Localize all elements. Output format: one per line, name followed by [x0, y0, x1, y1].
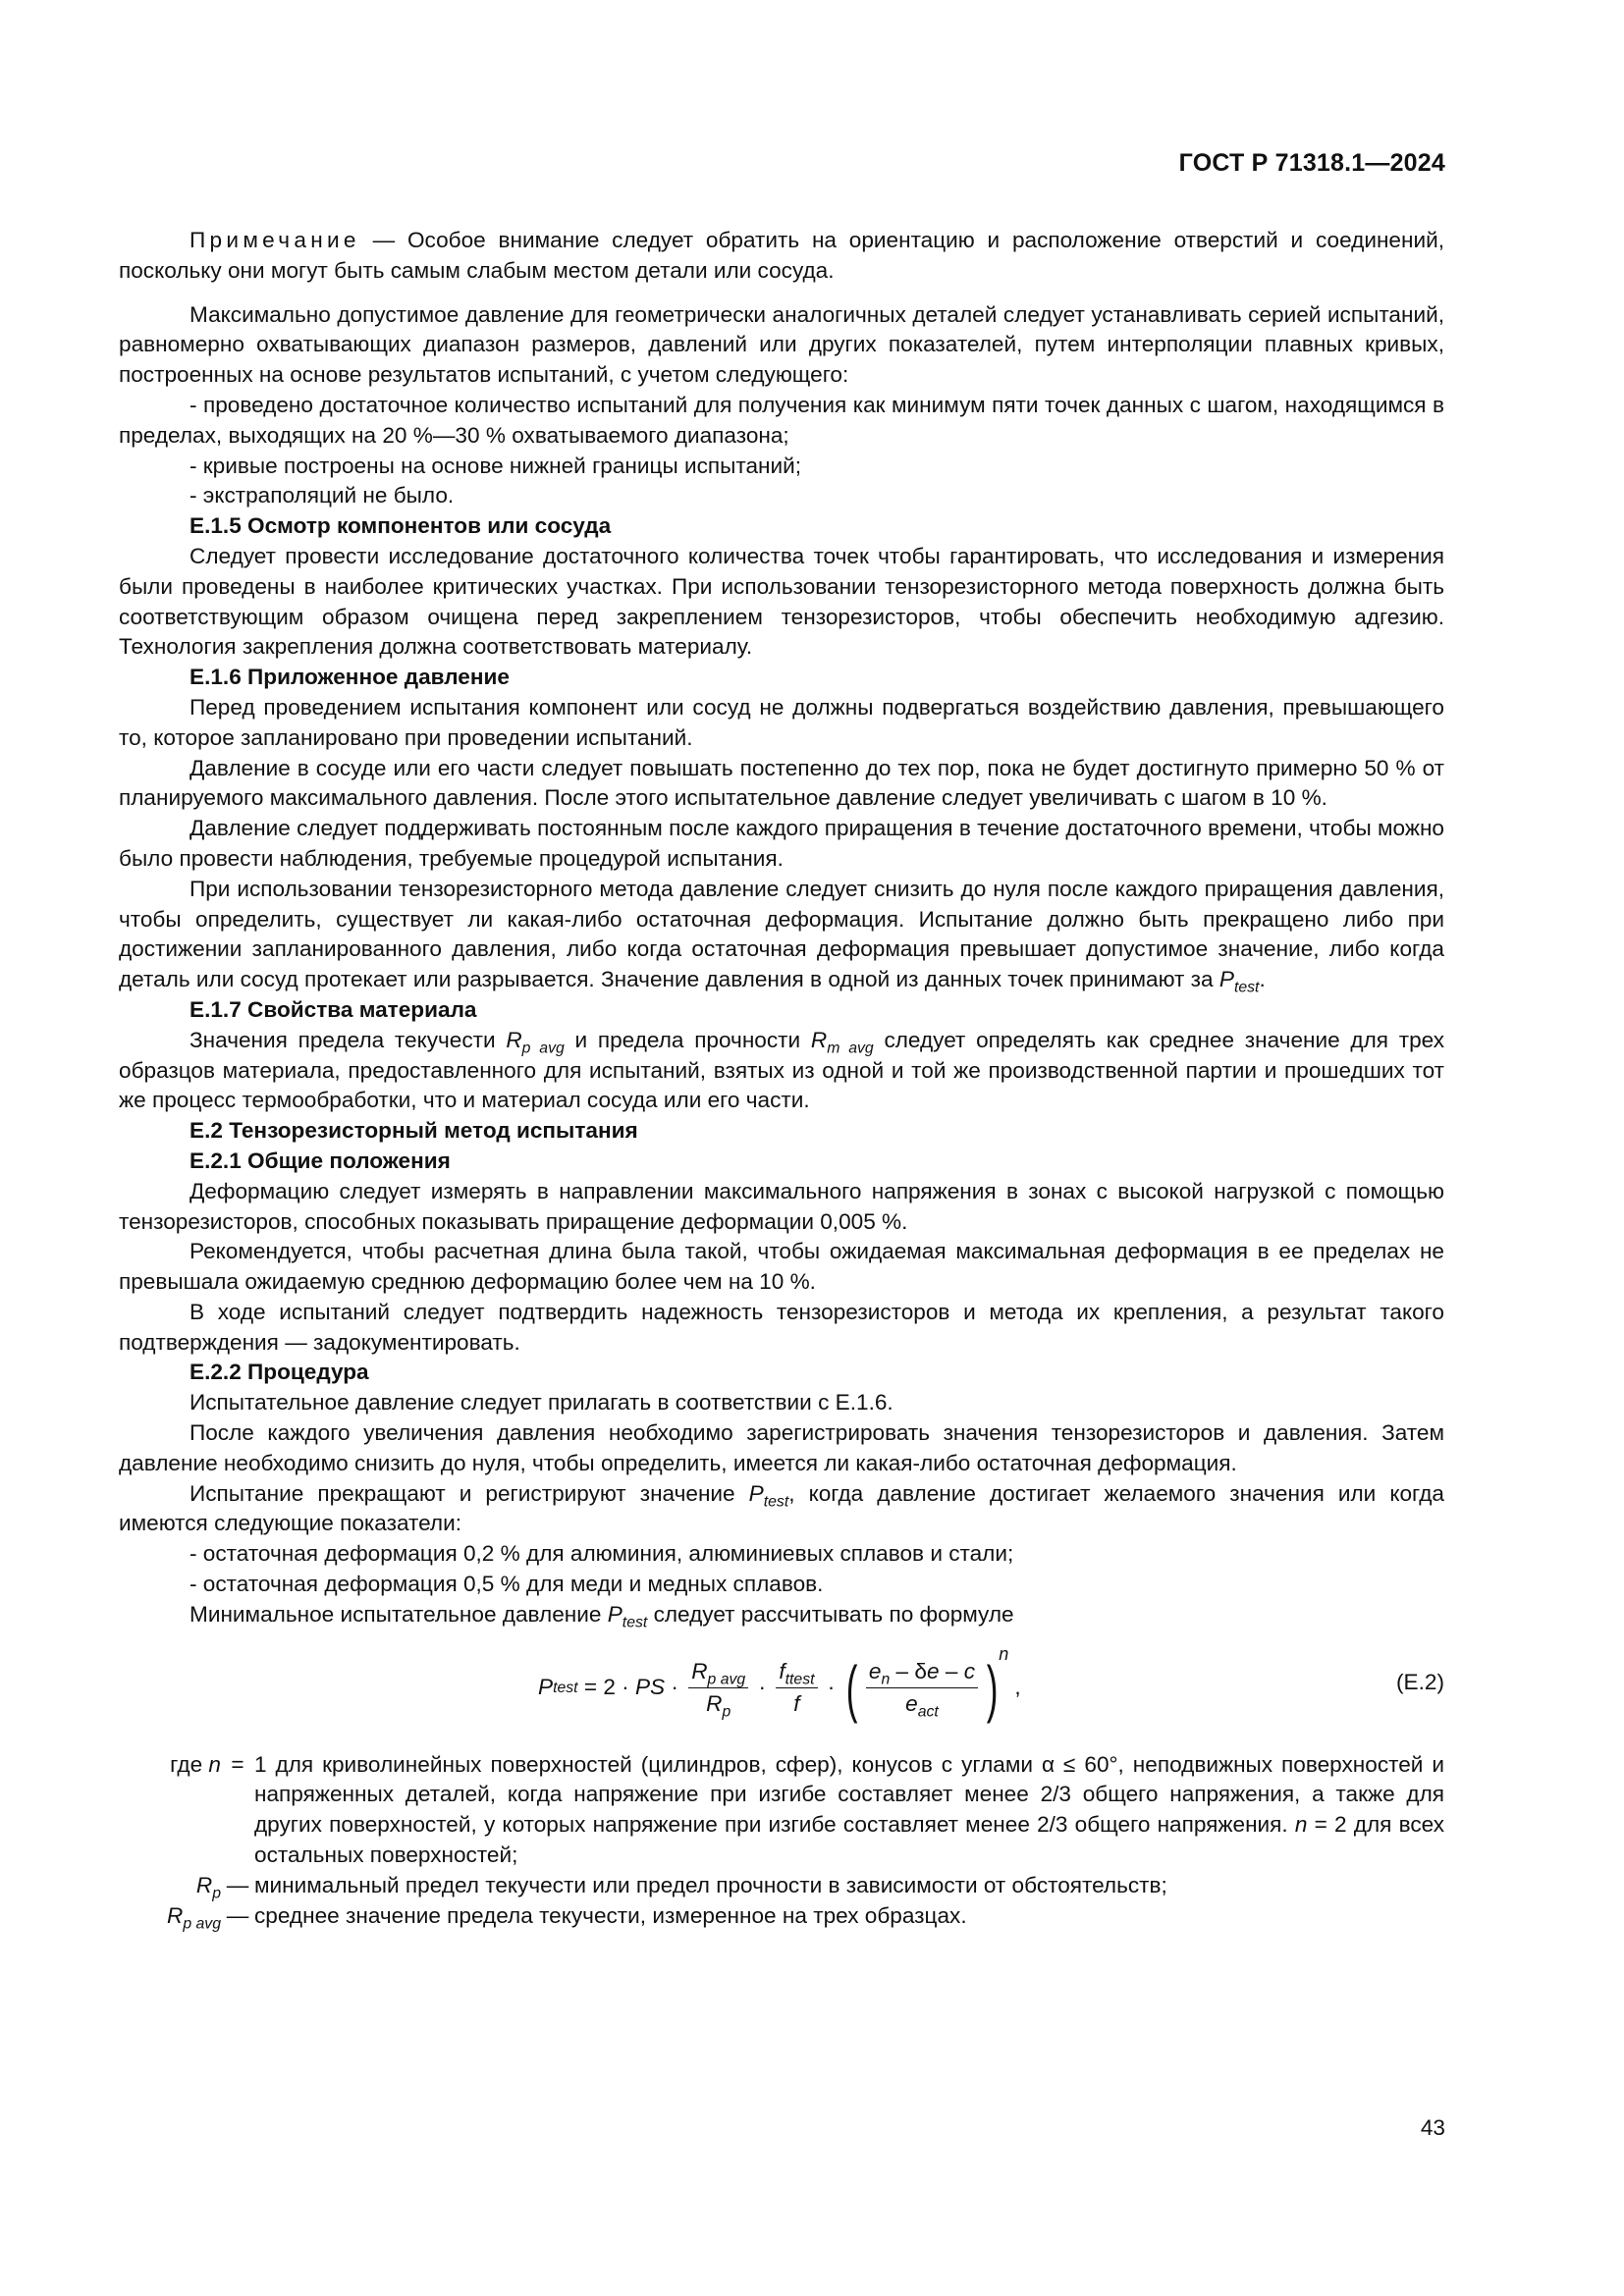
section-e16-paragraph-4: При использовании тензорезисторного метода давление следует снизить до нуля после каждого приращения давления, чтобы определить, существует ли какая-либо остаточная деформация. Испытание должно быть прекращено либо при достижении запланированного давления, либо когда остаточная деформация превышает допустимое значение, либо когда деталь или сосуд протекает или разрывается. Значение давления в одной из данных точек принимают за $P_{test}$. — [119, 876, 1444, 996]
section-e15-text: Следует провести исследование достаточного количества точек чтобы гарантировать, что исследования и измерения были проведены в наиболее критических участках. При использовании тензорезисторного метода поверхность должна быть соответствующим образом очищена перед закреплением тензорезисторов, чтобы обеспечить необходимую адгезию. Технология закрепления должна соответствовать материалу. — [119, 543, 1444, 660]
formula-e2 — [119, 1638, 1444, 1736]
var-p-test: P — [748, 1480, 764, 1506]
section-e21-paragraph-1: Деформацию следует измерять в направлении максимального напряжения в зонах с высокой нагрузкой с помощью тензорезисторов, способных показывать приращение деформации 0,005 %. — [119, 1178, 1444, 1234]
section-e16-paragraph-2: Давление в сосуде или его части следует повышать постепенно до тех пор, пока не будет достигнуто примерно 50 % от планируемого максимального давления. После этого испытательное давление следует увеличивать с шагом в 10 %. — [119, 755, 1444, 811]
section-heading-e16: Е.1.6 Приложенное давление — [189, 665, 510, 690]
section-heading-e22: Е.2.2 Процедура — [189, 1360, 369, 1385]
list-item: - экстраполяций не было. — [189, 483, 455, 508]
section-e22-paragraph-4: Минимальное испытательное давление $P_{test}$ следует рассчитывать по формуле — [189, 1601, 1014, 1631]
document-code-header: ГОСТ Р 71318.1—2024 — [1178, 149, 1445, 177]
var-p-test: P — [1218, 967, 1234, 992]
list-item: - проведено достаточное количество испытаний для получения как минимум пяти точек данных с шагом, находящимся в пределах, выходящих на 20 %—30 % охватываемого диапазона; — [119, 392, 1444, 448]
note-text: — Особое внимание следует обратить на ориентацию и расположение отверстий и соединений, поскольку они могут быть самым слабым местом детали или сосуда. — [119, 228, 1444, 283]
fraction-rp-ratio: $\frac{R_{p avg}}{R_p}$ — [688, 1658, 748, 1718]
section-heading-e15: Е.1.5 Осмотр компонентов или сосуда — [189, 513, 612, 539]
var-rm-avg: R — [810, 1027, 828, 1052]
left-paren: ( — [845, 1652, 858, 1724]
section-heading-e2: Е.2 Тензорезисторный метод испытания — [189, 1118, 638, 1144]
section-e22-paragraph-2: После каждого увеличения давления необходимо зарегистрировать значения тензорезисторов и давления. Затем давление необходимо снизить до нуля, чтобы определить, имеется ли какая-либо остаточная деформация. — [119, 1420, 1444, 1475]
section-e16-paragraph-3: Давление следует поддерживать постоянным после каждого приращения в течение достаточного времени, чтобы можно было провести наблюдения, требуемые процедурой испытания. — [119, 816, 1444, 871]
note-paragraph — [119, 226, 1444, 287]
var-p-test: P — [607, 1601, 623, 1627]
section-heading-e21: Е.2.1 Общие положения — [189, 1148, 451, 1173]
exponent-n: n — [999, 1644, 1009, 1665]
interpolation-paragraph: Максимально допустимое давление для геометрически аналогичных деталей следует устанавливать серией испытаний, равномерно охватывающих диапазон размеров, давлений или других показателей, путем интерполяции плавных кривых, построенных на основе результатов испытаний, с учетом следующего: — [119, 301, 1444, 388]
right-paren: ) — [986, 1652, 999, 1724]
definition-item: где n = 1 для криволинейных поверхностей (цилиндров, сфер), конусов с углами α ≤ 60°, неподвижных поверхностей и напряженных деталей, когда напряжение при изгибе составляет менее 2/3 общего напряжения, а также для других поверхностей, у которых напряжение при изгибе составляет менее 2/3 общего напряжения. n = 2 для всех остальных поверхностей; — [170, 1751, 1444, 1868]
formula-expression: P test = 2 · PS · $\frac{R_{p avg}}{R_p}$ · $\frac{f_{ttest}}{f}$ · ( $\frac{e_n - \delta e - c}{e_{act}}$ ) n , — [538, 1644, 1021, 1733]
section-e16-paragraph-1: Перед проведением испытания компонент или сосуд не должны подвергаться воздействию давления, превышающего то, которое запланировано при проведении испытаний. — [119, 694, 1444, 750]
list-item: - кривые построены на основе нижней границы испытаний; — [189, 453, 802, 478]
equation-number: (Е.2) — [1396, 1669, 1444, 1694]
note-label: Примечание — [189, 228, 360, 252]
fraction-deformation-ratio: $\frac{e_n - \delta e - c}{e_{act}}$ — [866, 1658, 978, 1718]
section-e22-paragraph-1: Испытательное давление следует прилагать в соответствии с Е.1.6. — [189, 1390, 893, 1415]
var-rp-avg: R — [506, 1027, 522, 1052]
page-number: 43 — [1420, 2115, 1445, 2140]
section-heading-e17: Е.1.7 Свойства материала — [189, 996, 477, 1022]
fraction-f-ratio: $\frac{f_{ttest}}{f}$ — [776, 1658, 817, 1718]
definition-item: $R_p$ — минимальный предел текучести или предел прочности в зависимости от обстоятельств; — [195, 1872, 1167, 1902]
page-body — [119, 226, 1444, 1931]
list-item: - остаточная деформация 0,2 % для алюминия, алюминиевых сплавов и стали; — [189, 1541, 1014, 1567]
section-e22-paragraph-3: Испытание прекращают и регистрируют значение $P_{test}$, когда давление достигает желаемого значения или когда имеются следующие показатели: — [119, 1480, 1444, 1536]
definition-item: $R_{p avg}$ — среднее значение предела текучести, измеренное на трех образцах. — [166, 1902, 967, 1933]
definitions-list — [119, 1750, 1444, 1932]
section-e21-paragraph-2: Рекомендуется, чтобы расчетная длина была такой, чтобы ожидаемая максимальная деформация в ее пределах не превышала ожидаемую среднюю деформацию более чем на 10 %. — [119, 1239, 1444, 1295]
list-item: - остаточная деформация 0,5 % для меди и медных сплавов. — [189, 1572, 824, 1597]
section-e17-text: Значения предела текучести $R_{p avg}$ и предела прочности $R_{m avg}$ следует определять как среднее значение для трех образцов материала, предоставленного для испытаний, взятых из одной и той же производственной партии и прошедших тот же процесс термообработки, что и материал сосуда или его части. — [119, 1027, 1445, 1113]
section-e21-paragraph-3: В ходе испытаний следует подтвердить надежность тензорезисторов и метода их крепления, а результат такого подтверждения — задокументировать. — [119, 1299, 1444, 1355]
